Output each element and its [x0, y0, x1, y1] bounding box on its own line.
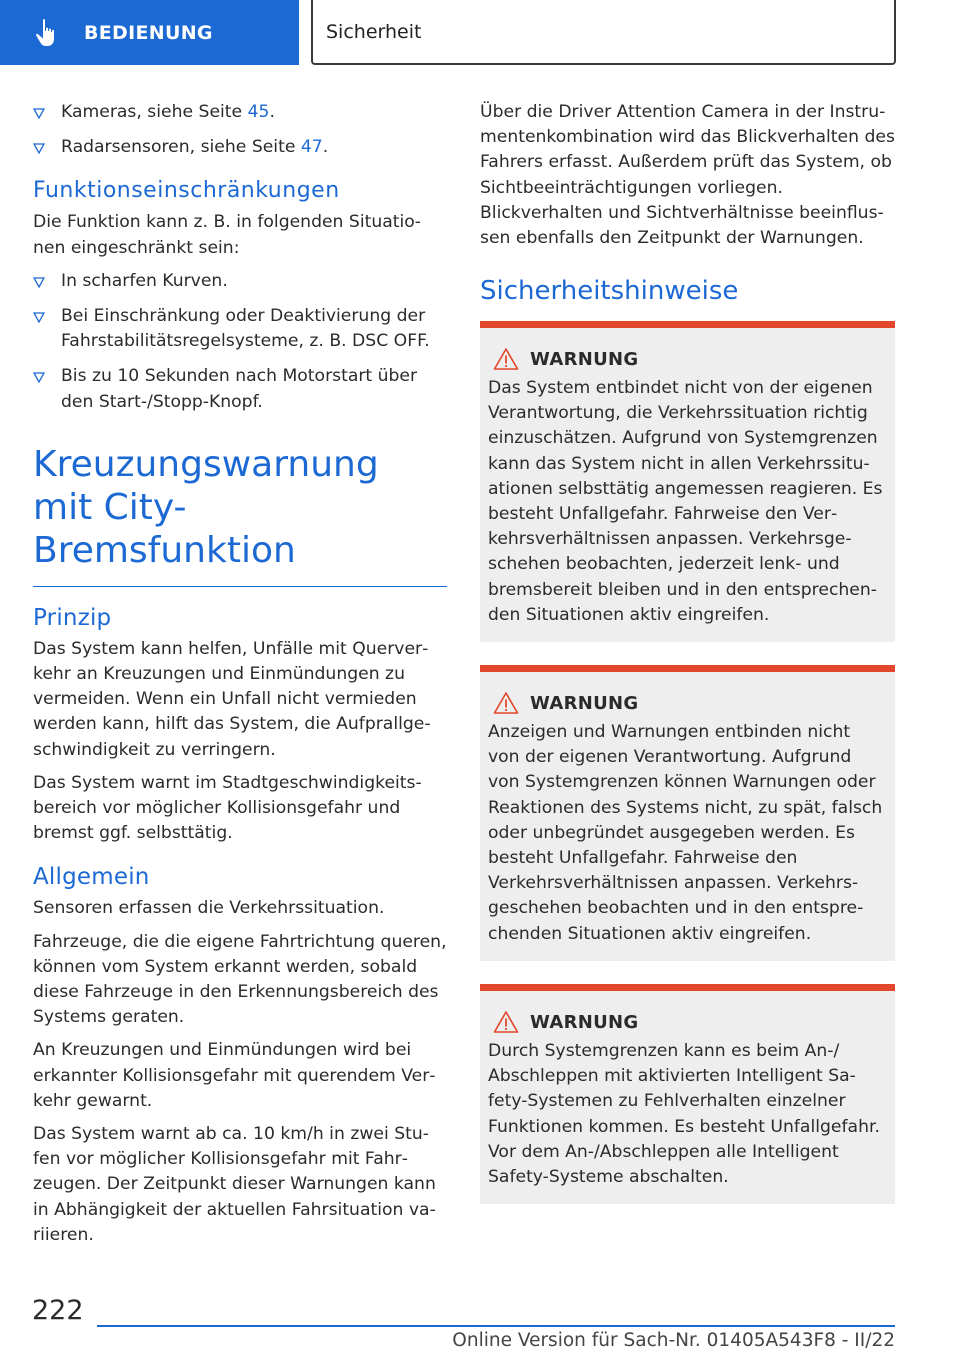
paragraph: Über die Driver Attention Camera in der Instrumentenkombination wird das Blickverhalten des Fahrers erfasst. Außerdem prüft das System, ob Sichtbeeinträchtigungen vorliegen. Blickverhalten und Sichtverhältnisse beeinflussen ebenfalls den Zeitpunkt der Warnungen.: [480, 102, 895, 249]
paragraph: Sensoren erfassen die Verkehrssituation.: [33, 898, 385, 919]
right-column: [480, 100, 895, 327]
warning-text: Durch Systemgrenzen kann es beim An-/ Abschleppen mit aktivierten Intelligent Safety-Systemen zu Fehlverhalten einzelner Funktionen kommen. Es besteht Unfallgefahr. Vor dem An-/Abschleppen alle Intelligent Safety-Systeme abschalten.: [488, 1041, 880, 1188]
warning-text: Das System entbindet nicht von der eigenen Verantwortung, die Verkehrssituation richtig einzuschätzen. Aufgrund von Systemgrenzen kann das System nicht in allen Verkehrssituationen selbsttätig angemessen reagieren. Es besteht Unfallgefahr. Fahrweise den Verkehrsverhältnissen anpassen. Verkehrsgeschehen beobachten, jederzeit lenk- und bremsbereit bleiben und in den entsprechenden Situationen aktiv eingreifen.: [488, 378, 883, 625]
section-tab-label: BEDIENUNG: [84, 21, 213, 44]
left-column: [33, 100, 447, 1256]
warning-text: Anzeigen und Warnungen entbinden nicht von der eigenen Verantwortung. Aufgrund von Systemgrenzen können Warnungen oder Reaktionen des Systems nicht, zu spät, falsch oder unbegründet ausgegeben werden. Es besteht Unfallgefahr. Fahrweise den Verkehrsverhältnissen anpassen. Verkehrsgeschehen beobachten und in den entsprechenden Situationen aktiv eingreifen.: [488, 722, 883, 944]
warning-title: WARNUNG: [530, 1011, 639, 1033]
list-item: [33, 269, 447, 294]
bullet-text: Radarsensoren, siehe Seite: [61, 137, 301, 158]
paragraph: An Kreuzungen und Einmündungen wird bei erkannter Kollisionsgefahr mit querendem Verkehr gewarnt.: [33, 1040, 436, 1111]
triangle-bullet-icon: [33, 100, 48, 125]
warning-title: WARNUNG: [530, 348, 639, 370]
triangle-bullet-icon: [33, 135, 48, 160]
page-link[interactable]: 47: [300, 137, 323, 158]
online-version-link[interactable]: Online Version für Sach-Nr. 01405A543F8 - II/22: [452, 1330, 895, 1351]
warning-title: WARNUNG: [530, 692, 639, 714]
warning-box: [480, 984, 895, 1204]
triangle-bullet-icon: [33, 304, 48, 354]
principle-heading: Prinzip: [33, 604, 112, 631]
list-item: Kameras, siehe Seite 45.: [33, 100, 447, 125]
triangle-bullet-icon: [33, 364, 48, 414]
paragraph: Das System kann helfen, Unfälle mit Querverkehr an Kreuzungen und Einmündungen zu vermeiden. Wenn ein Unfall nicht vermieden werden kann, hilft das System, die Aufprallgeschwindigkeit zu verringern.: [33, 638, 431, 760]
triangle-bullet-icon: [33, 269, 48, 294]
warning-box: [480, 321, 895, 642]
bullet-text: Bis zu 10 Sekunden nach Motorstart über den Start-/Stopp-Knopf.: [61, 366, 418, 412]
page-link[interactable]: 45: [247, 102, 270, 122]
safety-heading: Sicherheitshinweise: [480, 276, 739, 307]
chapter-title: Sicherheit: [326, 20, 422, 43]
page-number: 222: [32, 1295, 84, 1326]
bullet-text: Kameras, siehe Seite: [61, 102, 248, 122]
section-title: Kreuzungswarnung mit City-Bremsfunktion: [33, 443, 447, 587]
paragraph: Das System warnt ab ca. 10 km/h in zwei Stufen vor möglicher Kollisionsgefahr mit Fahrzeugen. Der Zeitpunkt dieser Warnungen kann in Abhängigkeit der aktuellen Fahrsituation variieren.: [33, 1124, 436, 1245]
list-item: Radarsensoren, siehe Seite 47.: [33, 135, 447, 160]
limits-heading: Funktionseinschränkungen: [33, 178, 340, 204]
footer-divider: [97, 1325, 895, 1327]
paragraph: Fahrzeuge, die die eigene Fahrtrichtung queren, können vom System erkannt werden, sobald diese Fahrzeuge in den Erkennungsbereich des Systems geraten.: [33, 931, 447, 1028]
hand-pointer-icon: [34, 18, 60, 48]
general-heading: Allgemein: [33, 864, 150, 891]
paragraph: Das System warnt im Stadtgeschwindigkeitsbereich vor möglicher Kollisionsgefahr und bremst ggf. selbsttätig.: [33, 772, 422, 844]
section-tab[interactable]: [0, 0, 299, 65]
warning-triangle-icon: [493, 1010, 519, 1034]
list-item: [33, 304, 447, 354]
warning-triangle-icon: [493, 691, 519, 715]
bullet-text: Bei Einschränkung oder Deaktivierung der Fahrstabilitätsregelsysteme, z. B. DSC OFF.: [61, 306, 430, 352]
warning-box: [480, 665, 895, 961]
chapter-header: [311, 0, 896, 65]
limits-intro: Die Funktion kann z. B. in folgenden Situationen eingeschränkt sein:: [33, 212, 421, 258]
bullet-text: In scharfen Kurven.: [61, 270, 228, 291]
warning-triangle-icon: [493, 347, 519, 371]
list-item: [33, 364, 447, 414]
